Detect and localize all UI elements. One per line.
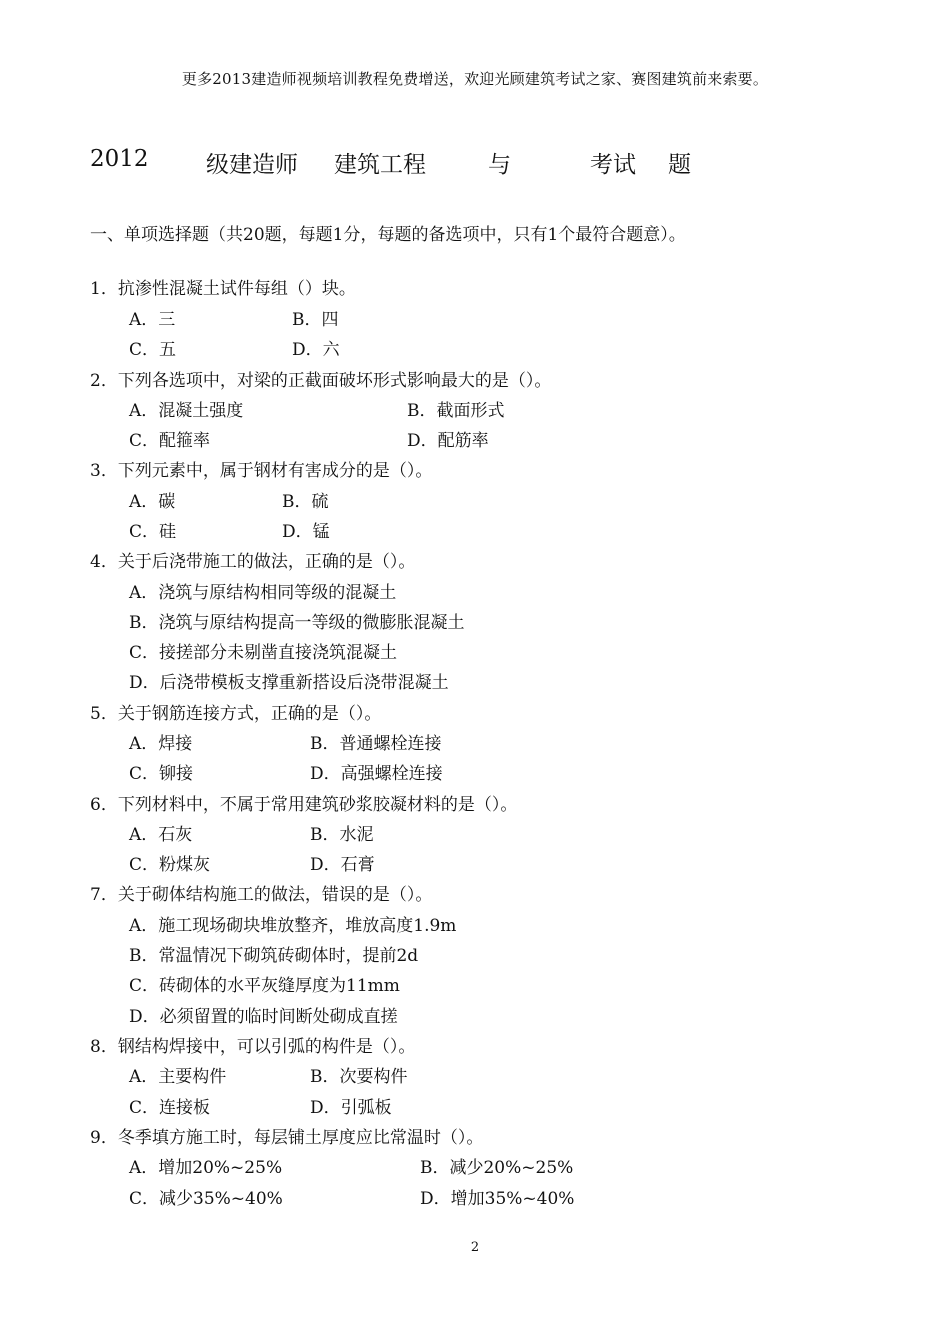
question-stem-8: 8．钢结构焊接中，可以引弧的构件是（）。 bbox=[90, 1037, 416, 1057]
question-6-option-a: A．石灰 bbox=[129, 825, 193, 845]
question-stem-6: 6．下列材料中，不属于常用建筑砂浆胶凝材料的是（）。 bbox=[90, 795, 518, 815]
title-part-subject: 建筑工程 bbox=[334, 152, 426, 178]
question-1-option-d: D．六 bbox=[292, 340, 340, 360]
question-stem-2: 2．下列各选项中，对梁的正截面破坏形式影响最大的是（）。 bbox=[90, 371, 552, 391]
title-part-year: 2012 bbox=[90, 146, 149, 172]
question-9-option-c: C．减少35%~40% bbox=[129, 1189, 283, 1209]
question-7-option-a: A．施工现场砌块堆放整齐，堆放高度1.9m bbox=[129, 916, 457, 936]
question-3-option-d: D．锰 bbox=[282, 522, 330, 542]
question-2-option-a: A．混凝土强度 bbox=[129, 401, 244, 421]
title-part-and: 与 bbox=[488, 152, 511, 178]
question-7-option-b: B．常温情况下砌筑砖砌体时，提前2d bbox=[129, 946, 419, 966]
question-4-option-a: A．浇筑与原结构相同等级的混凝土 bbox=[129, 583, 397, 603]
question-2-option-b: B．截面形式 bbox=[407, 401, 505, 421]
question-stem-1: 1．抗渗性混凝土试件每组（）块。 bbox=[90, 279, 356, 299]
question-stem-3: 3．下列元素中，属于钢材有害成分的是（）。 bbox=[90, 461, 433, 481]
question-9-option-b: B．减少20%~25% bbox=[420, 1158, 574, 1178]
header-note: 更多2013建造师视频培训教程免费增送，欢迎光顾建筑考试之家、赛图建筑前来索要。 bbox=[181, 70, 769, 88]
question-4-option-b: B．浇筑与原结构提高一等级的微膨胀混凝土 bbox=[129, 613, 465, 633]
question-6-option-b: B．水泥 bbox=[310, 825, 374, 845]
question-8-option-a: A．主要构件 bbox=[129, 1067, 227, 1087]
question-1-option-c: C．五 bbox=[129, 340, 177, 360]
question-5-option-a: A．焊接 bbox=[129, 734, 193, 754]
question-1-option-b: B．四 bbox=[292, 310, 339, 330]
question-8-option-c: C．连接板 bbox=[129, 1098, 211, 1118]
question-7-option-c: C．砖砌体的水平灰缝厚度为11mm bbox=[129, 976, 400, 996]
question-5-option-c: C．铆接 bbox=[129, 764, 194, 784]
title-part-grade: 级建造师 bbox=[206, 152, 298, 178]
question-4-option-c: C．接搓部分未剔凿直接浇筑混凝土 bbox=[129, 643, 398, 663]
question-2-option-c: C．配箍率 bbox=[129, 431, 211, 451]
question-stem-7: 7．关于砌体结构施工的做法，错误的是（）。 bbox=[90, 885, 433, 905]
question-7-option-d: D．必须留置的临时间断处砌成直搓 bbox=[129, 1007, 398, 1027]
question-2-option-d: D．配筋率 bbox=[407, 431, 489, 451]
question-5-option-b: B．普通螺栓连接 bbox=[310, 734, 442, 754]
question-6-option-c: C．粉煤灰 bbox=[129, 855, 211, 875]
title-part-questions: 题 bbox=[668, 152, 691, 178]
question-8-option-b: B．次要构件 bbox=[310, 1067, 408, 1087]
question-3-option-c: C．硅 bbox=[129, 522, 177, 542]
section-heading: 一、单项选择题（共20题，每题1分，每题的备选项中，只有1个最符合题意）。 bbox=[90, 225, 686, 245]
title-part-exam: 考试 bbox=[590, 152, 636, 178]
question-5-option-d: D．高强螺栓连接 bbox=[310, 764, 443, 784]
question-9-option-a: A．增加20%~25% bbox=[129, 1158, 283, 1178]
question-stem-9: 9．冬季填方施工时，每层铺土厚度应比常温时（）。 bbox=[90, 1128, 484, 1148]
question-3-option-a: A．碳 bbox=[129, 492, 176, 512]
question-stem-5: 5．关于钢筋连接方式，正确的是（）。 bbox=[90, 704, 382, 724]
question-stem-4: 4．关于后浇带施工的做法，正确的是（）。 bbox=[90, 552, 416, 572]
page-number: 2 bbox=[470, 1240, 480, 1255]
question-8-option-d: D．引弧板 bbox=[310, 1098, 392, 1118]
question-9-option-d: D．增加35%~40% bbox=[420, 1189, 575, 1209]
question-6-option-d: D．石膏 bbox=[310, 855, 375, 875]
question-3-option-b: B．硫 bbox=[282, 492, 329, 512]
question-1-option-a: A．三 bbox=[129, 310, 176, 330]
question-4-option-d: D．后浇带模板支撑重新搭设后浇带混凝土 bbox=[129, 673, 449, 693]
